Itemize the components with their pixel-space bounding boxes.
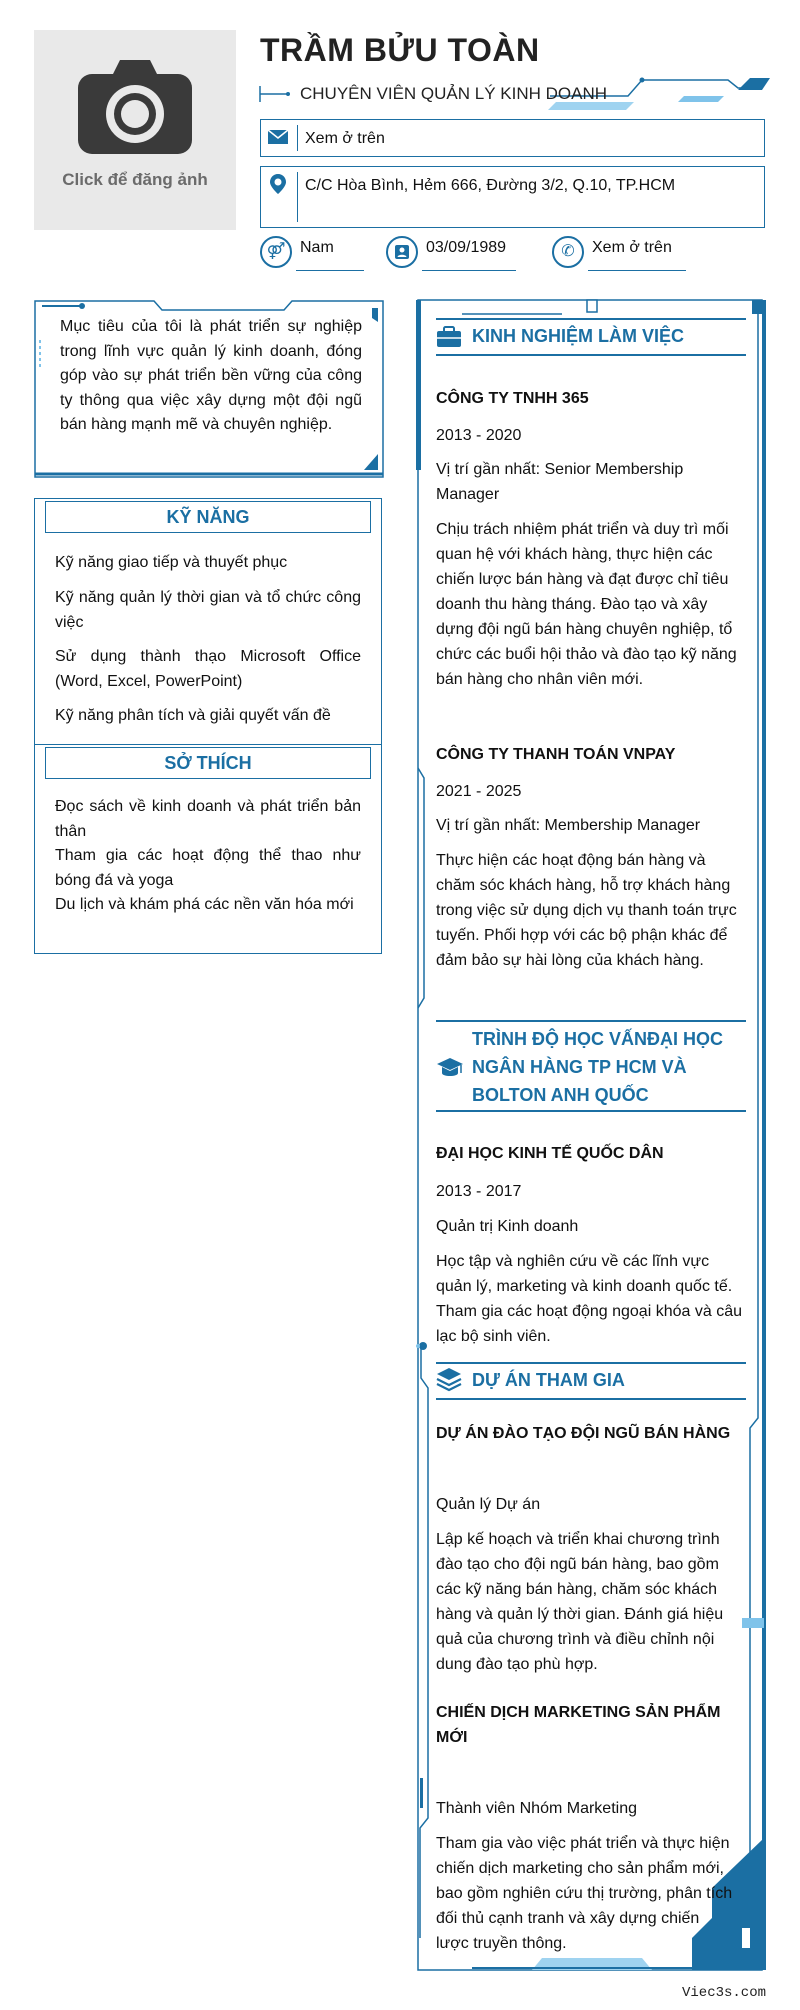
objective-panel [34, 300, 384, 478]
address-row [260, 166, 765, 228]
layers-icon [436, 1366, 462, 1392]
project-role: Thành viên Nhóm Marketing [436, 1800, 637, 1817]
email-row [260, 119, 765, 157]
education-description: Học tập và nghiên cứu về các lĩnh vực quản lý, marketing và kinh doanh quốc tế. Tham gia các hoạt động ngoại khóa và câu lạc bộ sinh viên. [436, 1253, 742, 1345]
birthday-chip [386, 236, 516, 276]
skills-heading: KỸ NĂNG [45, 501, 371, 533]
project-description: Tham gia vào việc phát triển và thực hiện chiến dịch marketing cho sản phẩm mới, bao gồm nghiên cứu thị trường, phân tích đối thủ cạnh tranh và xây dựng chiến lược truyền thông. [436, 1835, 733, 1952]
skill-item: Kỹ năng phân tích và giải quyết vấn đề [55, 707, 331, 724]
skill-item: Kỹ năng quản lý thời gian và tổ chức công việc [55, 589, 361, 631]
birthday-value: 03/09/1989 [426, 239, 507, 256]
phone-value: Xem ở trên [592, 239, 672, 256]
graduation-cap-icon [436, 1056, 464, 1080]
job-description: Thực hiện các hoạt động bán hàng và chăm sóc khách hàng, hỗ trợ khách hàng trong việc sử dụng dịch vụ thanh toán trực tuyến. Phối hợp với các bộ phận khác để đảm bảo sự hài lòng của khách hàng. [436, 852, 737, 969]
skill-item: Kỹ năng giao tiếp và thuyết phục [55, 554, 288, 571]
phone-chip [552, 236, 692, 276]
candidate-name: TRẦM BỬU TOÀN [260, 32, 540, 68]
phone-icon: ✆ [552, 236, 584, 268]
hobby-item: Du lịch và khám phá các nền văn hóa mới [55, 896, 354, 913]
briefcase-icon [436, 326, 462, 348]
job-description: Chịu trách nhiệm phát triển và duy trì mối quan hệ với khách hàng, thực hiện các chiến lược bán hàng và đạt được chỉ tiêu doanh thu hàng tháng. Đào tạo và xây dựng đội ngũ bán hàng chuyên nghiệp, tổ chức các buổi hội thảo và đào tạo kỹ năng bán hàng cho nhân viên mới. [436, 521, 737, 688]
education-major: Quản trị Kinh doanh [436, 1218, 579, 1235]
job-position: Vị trí gần nhất: Membership Manager [436, 817, 701, 834]
email-value: Xem ở trên [305, 130, 385, 147]
hobby-item: Tham gia các hoạt động thể thao như bóng đá và yoga [55, 847, 361, 889]
job-company: CÔNG TY TNHH 365 [436, 390, 589, 407]
project-description: Lập kế hoạch và triển khai chương trình đào tạo cho đội ngũ bán hàng, bao gồm các kỹ năng bán hàng, chăm sóc khách hàng và quản lý thời gian. Đánh giá hiệu quả của chương trình và điều chỉnh nội dung đào tạo phù hợp. [436, 1531, 724, 1673]
projects-heading: DỰ ÁN THAM GIA [472, 1370, 625, 1390]
job-period: 2013 - 2020 [436, 427, 522, 444]
job-title: CHUYÊN VIÊN QUẢN LÝ KINH DOANH [300, 84, 607, 103]
hobby-item: Đọc sách về kinh doanh và phát triển bản thân [55, 798, 361, 840]
photo-upload-label: Click để đăng ảnh [62, 170, 208, 189]
hobbies-heading: SỞ THÍCH [45, 747, 371, 779]
job-period: 2021 - 2025 [436, 783, 522, 800]
skill-item: Sử dụng thành thạo Microsoft Office (Word, Excel, PowerPoint) [55, 648, 361, 690]
mail-icon [267, 126, 289, 148]
id-card-icon [386, 236, 418, 268]
education-heading: TRÌNH ĐỘ HỌC VẤNĐẠI HỌC NGÂN HÀNG TP HCM VÀ BOLTON ANH QUỐC [472, 1029, 723, 1105]
gender-icon: ⚤ [260, 236, 292, 268]
photo-upload[interactable] [34, 30, 236, 230]
location-icon [267, 173, 289, 195]
project-name: CHIẾN DỊCH MARKETING SẢN PHẨM MỚI [436, 1704, 721, 1746]
experience-heading: KINH NGHIỆM LÀM VIỆC [472, 326, 685, 346]
job-position: Vị trí gần nhất: Senior Membership Manager [436, 461, 684, 503]
skills-panel [34, 498, 382, 746]
project-name: DỰ ÁN ĐÀO TẠO ĐỘI NGŨ BÁN HÀNG [436, 1425, 731, 1442]
job-company: CÔNG TY THANH TOÁN VNPAY [436, 746, 676, 763]
hobbies-panel [34, 744, 382, 954]
address-value: C/C Hòa Bình, Hẻm 666, Đường 3/2, Q.10, TP.HCM [305, 177, 676, 194]
camera-icon [74, 56, 196, 156]
gender-chip [260, 236, 365, 276]
education-school: ĐẠI HỌC KINH TẾ QUỐC DÂN [436, 1145, 664, 1162]
education-period: 2013 - 2017 [436, 1183, 522, 1200]
footer-watermark: Viec3s.com [681, 1985, 766, 2001]
objective-text: Mục tiêu của tôi là phát triển sự nghiệp trong lĩnh vực quản lý kinh doanh, đóng góp vào sự phát triển bền vững của công ty thông qua việc xây dựng một đội ngũ bán hàng mạnh mẽ và chuyên nghiệp. [60, 318, 362, 433]
gender-value: Nam [300, 239, 334, 256]
project-role: Quản lý Dự án [436, 1496, 541, 1513]
